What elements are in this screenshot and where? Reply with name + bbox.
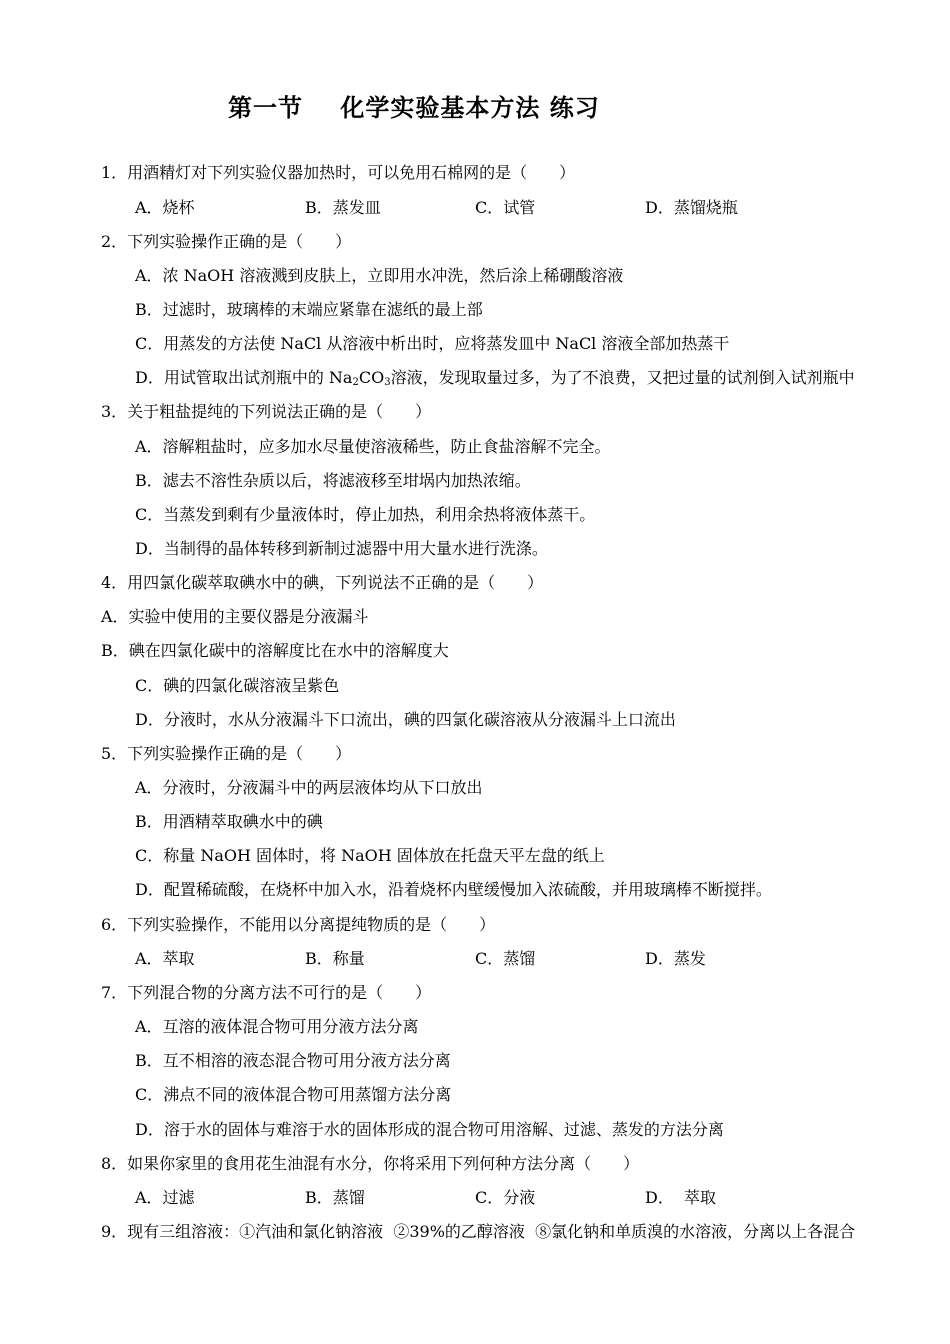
question-3-option-a: A．溶解粗盐时，应多加水尽量使溶液稀些，防止食盐溶解不完全。 bbox=[135, 437, 611, 456]
question-7-option-c: C．沸点不同的液体混合物可用蒸馏方法分离 bbox=[135, 1085, 452, 1104]
question-4-option-b: B．碘在四氯化碳中的溶解度比在水中的溶解度大 bbox=[101, 641, 449, 660]
question-1-option-a: A．烧杯 bbox=[135, 198, 195, 217]
question-7-stem: 7．下列混合物的分离方法不可行的是（ ） bbox=[101, 983, 432, 1002]
question-2-option-d-mid: CO bbox=[358, 368, 385, 387]
question-7-option-a: A．互溶的液体混合物可用分液方法分离 bbox=[135, 1017, 419, 1036]
question-8-stem: 8．如果你家里的食用花生油混有水分，你将采用下列何种方法分离（ ） bbox=[101, 1154, 640, 1173]
question-4-option-c: C．碘的四氯化碳溶液呈紫色 bbox=[135, 676, 340, 695]
question-4-option-a: A．实验中使用的主要仪器是分液漏斗 bbox=[101, 607, 369, 626]
question-5-option-a: A．分液时，分液漏斗中的两层液体均从下口放出 bbox=[135, 778, 483, 797]
question-5-stem: 5．下列实验操作正确的是（ ） bbox=[101, 744, 352, 763]
question-6-option-b: B．称量 bbox=[305, 949, 365, 968]
question-4-option-d: D．分液时，水从分液漏斗下口流出，碘的四氯化碳溶液从分液漏斗上口流出 bbox=[135, 710, 676, 729]
question-7-option-d: D．溶于水的固体与难溶于水的固体形成的混合物可用溶解、过滤、蒸发的方法分离 bbox=[135, 1120, 724, 1139]
question-8-option-c: C．分液 bbox=[475, 1188, 536, 1207]
question-2-stem: 2．下列实验操作正确的是（ ） bbox=[101, 232, 352, 251]
question-1-option-b: B．蒸发皿 bbox=[305, 198, 381, 217]
question-1-stem: 1．用酒精灯对下列实验仪器加热时，可以免用石棉网的是（ ） bbox=[101, 163, 576, 182]
page-title: 第一节 化学实验基本方法 练习 bbox=[228, 94, 600, 122]
question-6-option-c: C．蒸馏 bbox=[475, 949, 536, 968]
question-3-option-b: B．滤去不溶性杂质以后，将滤液移至坩埚内加热浓缩。 bbox=[135, 471, 531, 490]
question-9-stem: 9．现有三组溶液：①汽油和氯化钠溶液 ②39%的乙醇溶液 ⑧氯化钠和单质溴的水溶液，分离以上各混合 bbox=[101, 1222, 856, 1241]
subscript-3: 3 bbox=[384, 377, 391, 388]
question-4-stem: 4．用四氯化碳萃取碘水中的碘，下列说法不正确的是（ ） bbox=[101, 573, 544, 592]
question-5-option-c: C．称量 NaOH 固体时，将 NaOH 固体放在托盘天平左盘的纸上 bbox=[135, 846, 605, 865]
question-2-option-d-post: 溶液，发现取量过多，为了不浪费，又把过量的试剂倒入试剂瓶中 bbox=[390, 368, 855, 387]
question-3-option-d: D．当制得的晶体转移到新制过滤器中用大量水进行洗涤。 bbox=[135, 539, 548, 558]
question-6-option-d: D．蒸发 bbox=[645, 949, 706, 968]
question-8-option-a: A．过滤 bbox=[135, 1188, 195, 1207]
subscript-2: 2 bbox=[352, 377, 359, 388]
question-5-option-d: D．配置稀硫酸，在烧杯中加入水，沿着烧杯内壁缓慢加入浓硫酸，并用玻璃棒不断搅拌。 bbox=[135, 880, 772, 899]
question-3-stem: 3．关于粗盐提纯的下列说法正确的是（ ） bbox=[101, 402, 432, 421]
question-8-option-b: B．蒸馏 bbox=[305, 1188, 365, 1207]
question-6-stem: 6．下列实验操作，不能用以分离提纯物质的是（ ） bbox=[101, 915, 496, 934]
question-8-option-d: D． 萃取 bbox=[645, 1188, 717, 1207]
question-5-option-b: B．用酒精萃取碘水中的碘 bbox=[135, 812, 323, 831]
question-2-option-b: B．过滤时，玻璃棒的末端应紧靠在滤纸的最上部 bbox=[135, 300, 483, 319]
question-7-option-b: B．互不相溶的液态混合物可用分液方法分离 bbox=[135, 1051, 451, 1070]
question-3-option-c: C．当蒸发到剩有少量液体时，停止加热，利用余热将液体蒸干。 bbox=[135, 505, 596, 524]
question-2-option-c: C．用蒸发的方法使 NaCl 从溶液中析出时，应将蒸发皿中 NaCl 溶液全部加热蒸干 bbox=[135, 334, 730, 353]
question-2-option-d bbox=[135, 368, 855, 388]
question-1-option-c: C．试管 bbox=[475, 198, 536, 217]
question-2-option-a: A．浓 NaOH 溶液溅到皮肤上，立即用水冲洗，然后涂上稀硼酸溶液 bbox=[135, 266, 624, 285]
question-1-option-d: D．蒸馏烧瓶 bbox=[645, 198, 738, 217]
question-2-option-d-pre: D．用试管取出试剂瓶中的 Na bbox=[135, 368, 353, 387]
question-6-option-a: A．萃取 bbox=[135, 949, 195, 968]
